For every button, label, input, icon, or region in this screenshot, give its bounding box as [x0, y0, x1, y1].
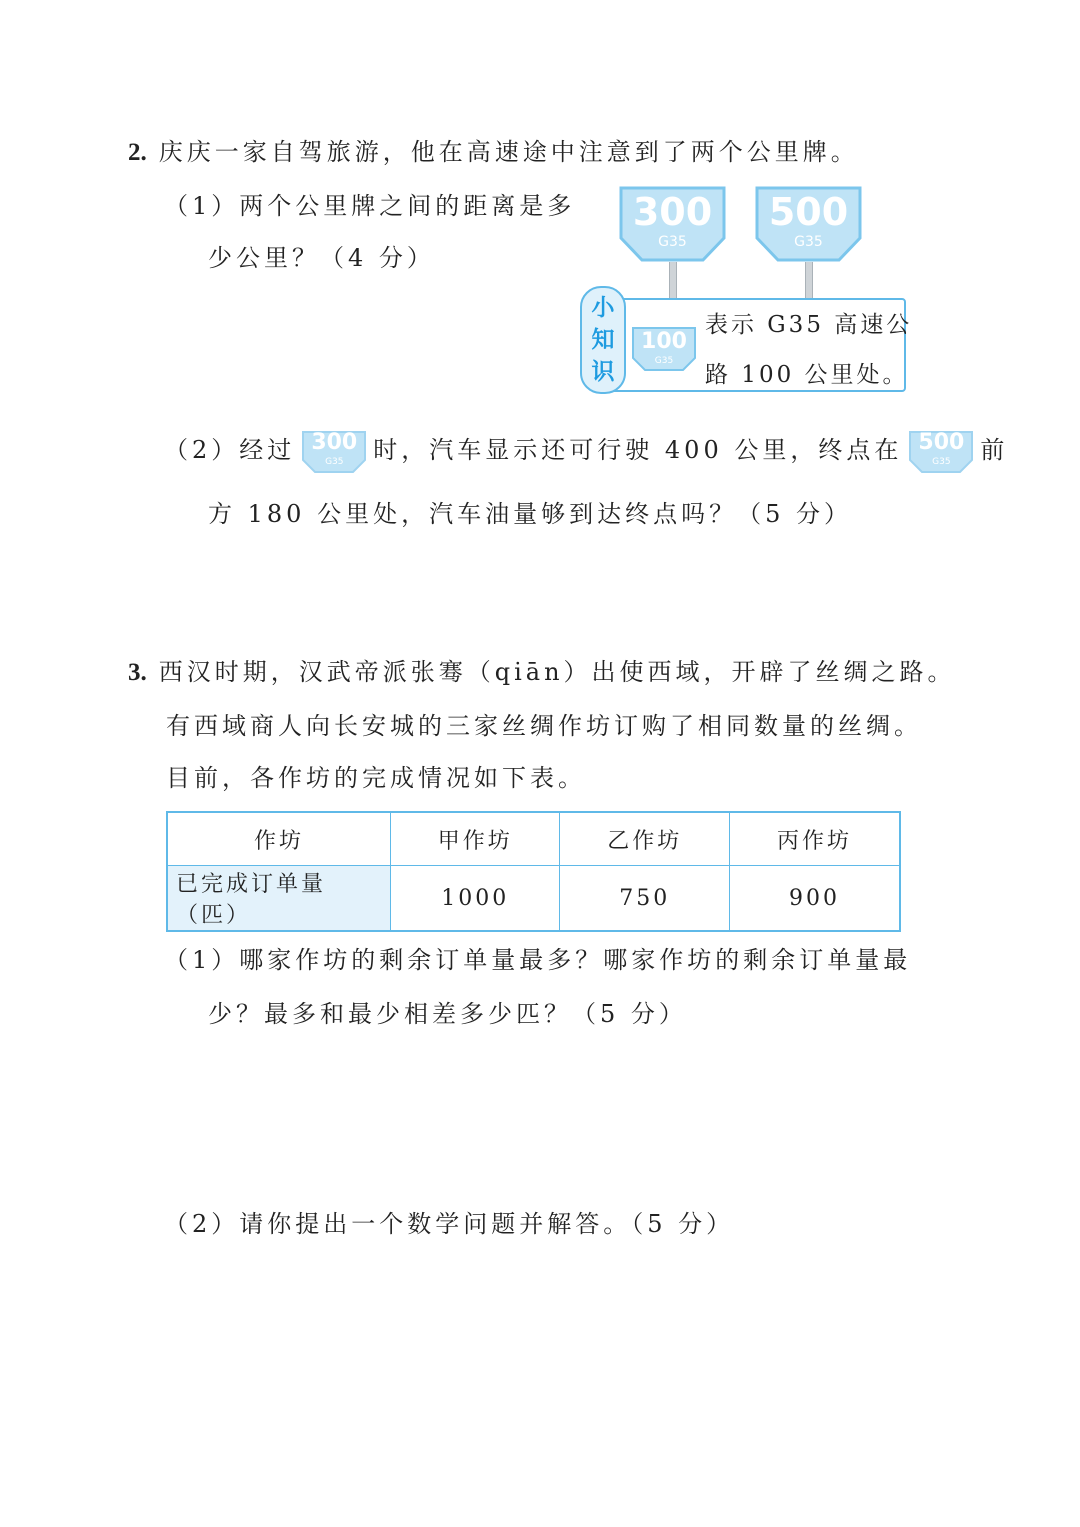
q2-part2-post: 前: [980, 436, 1009, 464]
knowledge-line2: 路 100 公里处。: [705, 362, 909, 388]
q2-number: 2.: [128, 139, 147, 166]
inline-sign-500-value: 500: [918, 429, 965, 455]
inline-sign-300: [301, 430, 367, 474]
q3-number: 3.: [128, 659, 147, 686]
q2-stem-text: 庆庆一家自驾旅游，他在高速途中注意到了两个公里牌。: [158, 138, 859, 166]
q3-stem-line3: 目前，各作坊的完成情况如下表。: [166, 764, 586, 792]
q3-stem-line1: [128, 652, 956, 687]
inline-sign-300-value: 300: [311, 429, 358, 455]
sign-100-code: G35: [654, 356, 674, 366]
inline-sign-500: [908, 430, 974, 474]
knowledge-badge-char-3: 识: [591, 359, 615, 385]
kilometer-sign-500: [753, 186, 864, 262]
q3-stem-text: 西汉时期，汉武帝派张骞（qiān）出使西域，开辟了丝绸之路。: [158, 658, 956, 686]
table-cell-jia: 1000: [391, 866, 560, 932]
q3-part1-line1: （1）哪家作坊的剩余订单量最多？哪家作坊的剩余订单量最: [164, 946, 912, 974]
q2-stem: [128, 132, 859, 167]
q3-stem-line2: 有西域商人向长安城的三家丝绸作坊订购了相同数量的丝绸。: [166, 712, 922, 740]
inline-sign-500-code: G35: [932, 456, 951, 467]
q2-part2-mid: 时，汽车显示还可行驶 400 公里，终点在: [373, 436, 903, 464]
sign-500-value: 500: [768, 190, 849, 234]
sign-500-code: G35: [794, 234, 823, 250]
q2-part2-line2: 方 180 公里处，汽车油量够到达终点吗？（5 分）: [208, 500, 852, 528]
sign-300-value: 300: [632, 190, 713, 234]
q2-part2-pre: （2）经过: [164, 436, 296, 464]
table-header-row: [167, 812, 900, 866]
sign-500-pole: [805, 262, 813, 300]
table-cell-yi: 750: [560, 866, 729, 932]
q3-part2: （2）请你提出一个数学问题并解答。（5 分）: [164, 1210, 735, 1238]
q3-part1-line2: 少？最多和最少相差多少匹？（5 分）: [208, 1000, 687, 1028]
table-row: [167, 866, 900, 932]
knowledge-badge: [580, 286, 626, 394]
kilometer-sign-100: [631, 326, 697, 372]
table-header-workshop: 作坊: [167, 812, 391, 866]
table-cell-bing: 900: [729, 866, 900, 932]
sign-100-value: 100: [641, 329, 687, 354]
orders-table: [166, 811, 901, 932]
q2-part2-line1: [164, 428, 1008, 474]
table-header-yi: 乙作坊: [560, 812, 729, 866]
knowledge-line1: 表示 G35 高速公: [705, 312, 913, 338]
table-row-label: 已完成订单量（匹）: [167, 866, 391, 932]
q2-part1-line2: 少公里？（4 分）: [208, 244, 435, 272]
table-header-bing: 丙作坊: [729, 812, 900, 866]
q2-part1-line1: （1）两个公里牌之间的距离是多: [164, 192, 576, 220]
table-header-jia: 甲作坊: [391, 812, 560, 866]
sign-300-pole: [669, 262, 677, 300]
kilometer-sign-300: [617, 186, 728, 262]
inline-sign-300-code: G35: [325, 456, 344, 467]
knowledge-badge-char-1: 小: [591, 295, 615, 321]
knowledge-badge-char-2: 知: [591, 327, 615, 353]
sign-300-code: G35: [658, 234, 687, 250]
